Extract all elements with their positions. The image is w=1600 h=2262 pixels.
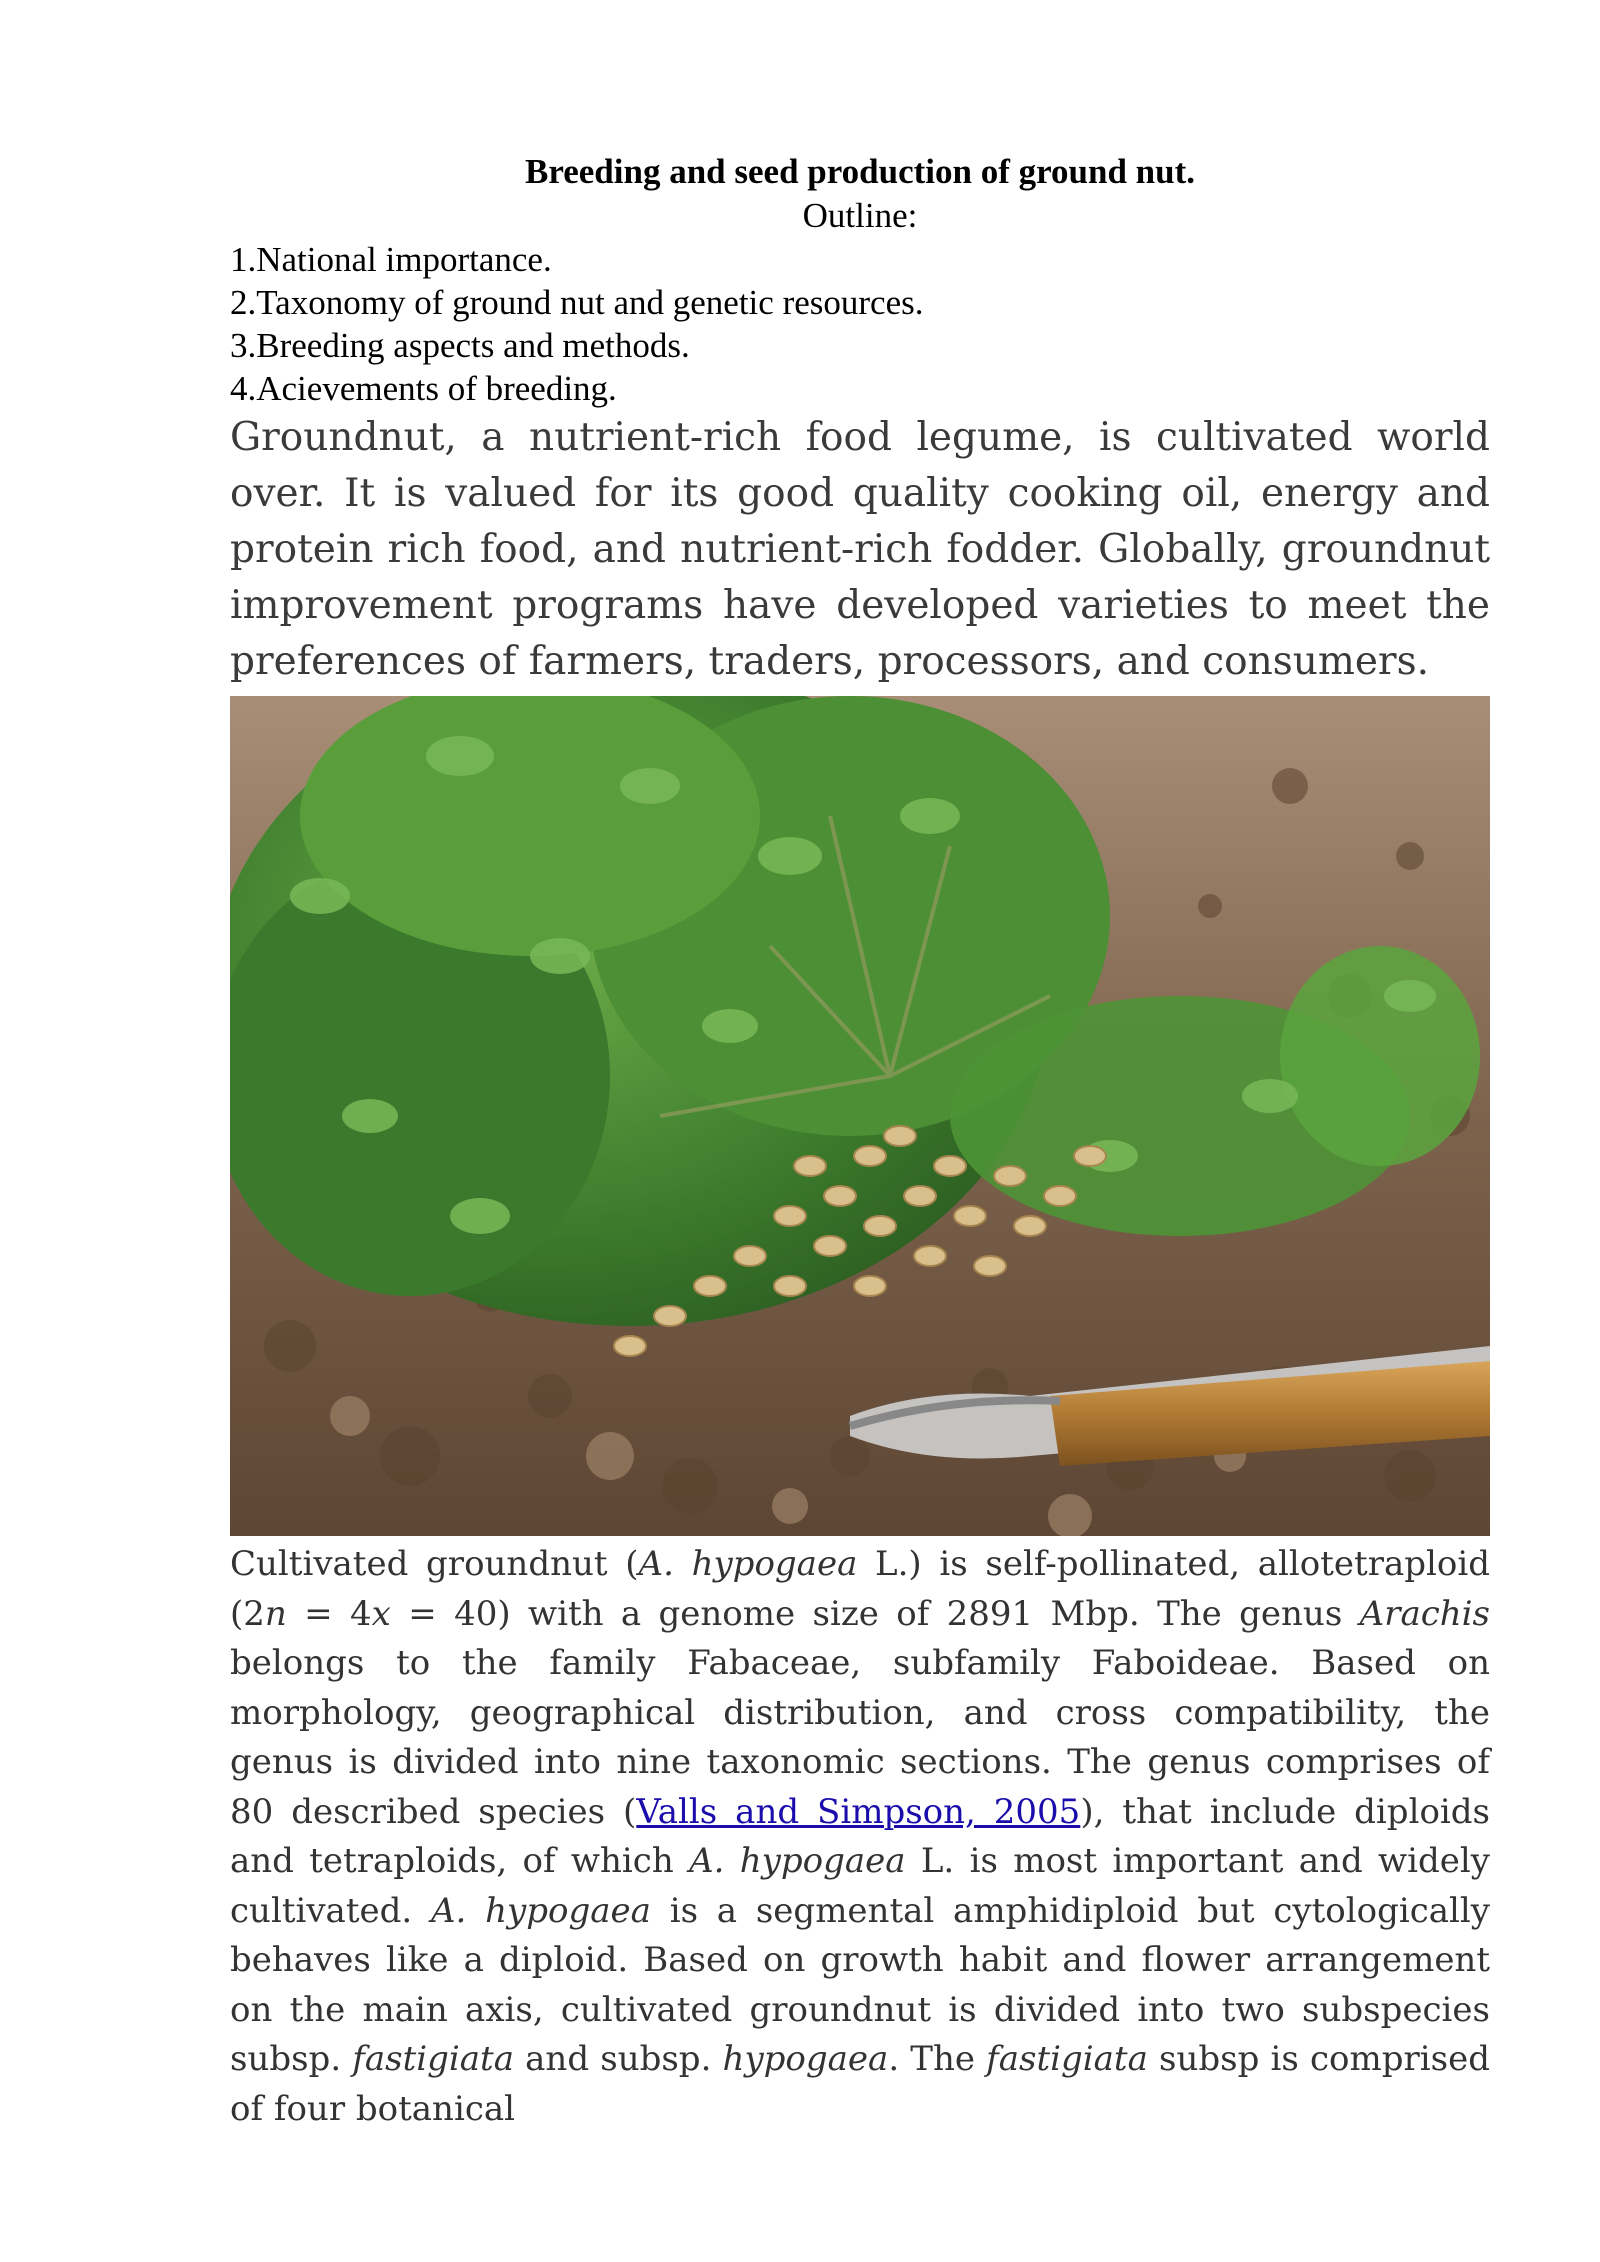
groundnut-plant-photo [230,696,1490,1536]
citation-link[interactable]: Valls and Simpson, 2005 [636,1791,1081,1832]
intro-paragraph: Groundnut, a nutrient-rich food legume, is cultivated world over. It is valued for its good quality cooking oil, energy and protein rich food, and nutrient-rich fodder. Globally, groundnut improvement programs have developed varieties to meet the preferences of farmers, traders, processors, and consumers. [230,415,1490,684]
taxonomy-paragraph: Cultivated groundnut (A. hypogaea L.) is self-pollinated, allotetraploid (2n = 4x = 40) with a genome size of 2891 Mbp. The genus Arachis belongs to the family Fabaceae, subfamily Faboideae. Based on morphology, geographical distribution, and cross compatibility, the genus is divided into nine taxonomic sections. The genus comprises of 80 described species (Valls and Simpson, 2005), that include diploids and tetraploids, of which A. hypogaea L. is most important and widely cultivated. A. hypogaea is a segmental amphidiploid but cytologically behaves like a diploid. Based on growth habit and flower arrangement on the main axis, cultivated groundnut is divided into two subspecies subsp. fastigiata and subsp. hypogaea. The fastigiata subsp is comprised of four botanical [230,1544,1491,2129]
outline-item: 3.Breeding aspects and methods. [230,326,690,365]
outline-list [230,238,1490,410]
document-page [230,150,1490,2134]
outline-item: 1.National importance. [230,240,552,279]
document-title: Breeding and seed production of ground nut. [524,152,1196,191]
outline-heading: Outline: [802,196,918,235]
outline-item: 4.Acievements of breeding. [230,369,617,408]
outline-item: 2.Taxonomy of ground nut and genetic resources. [230,283,924,322]
